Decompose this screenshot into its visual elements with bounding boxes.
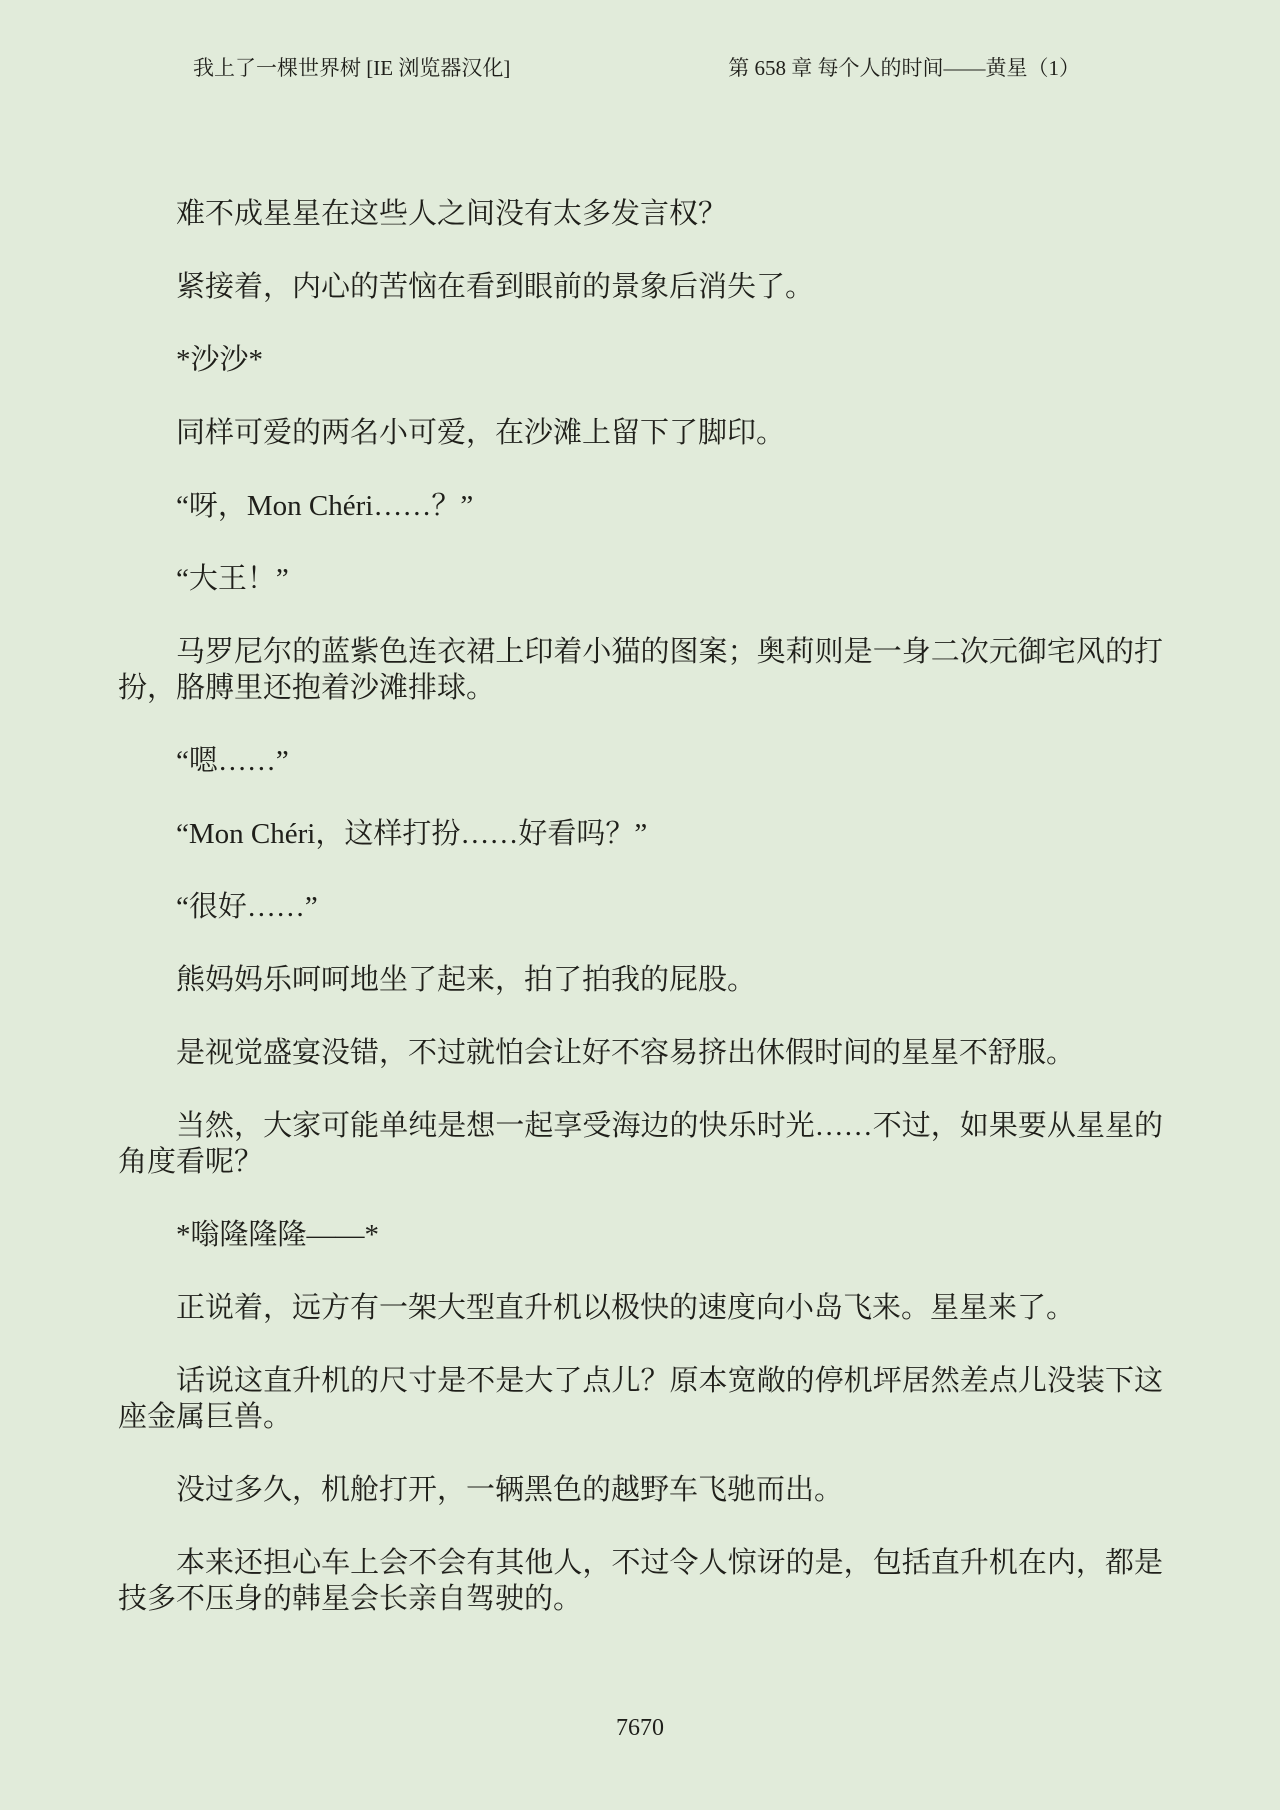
paragraph: 当然，大家可能单纯是想一起享受海边的快乐时光……不过，如果要从星星的角度看呢？ [118, 1110, 1163, 1178]
paragraph: “呀，Mon Chéri……？” [176, 490, 474, 522]
paragraph: *嗡隆隆隆——* [176, 1219, 380, 1251]
chapter-title: 第 658 章 每个人的时间——黄星（1） [728, 56, 1080, 80]
paragraph: 没过多久，机舱打开，一辆黑色的越野车飞驰而出。 [176, 1474, 844, 1506]
paragraph: “很好……” [176, 891, 318, 923]
page-number: 7670 [616, 1715, 664, 1741]
page-header [0, 0, 1280, 83]
paragraph: “大王！” [176, 563, 289, 595]
paragraph: *沙沙* [176, 344, 264, 376]
paragraph: 本来还担心车上会不会有其他人，不过令人惊讶的是，包括直升机在内，都是技多不压身的韩星会长亲自驾驶的。 [118, 1547, 1163, 1615]
paragraph: 同样可爱的两名小可爱，在沙滩上留下了脚印。 [176, 417, 786, 449]
page-footer [0, 1714, 1280, 1742]
paragraph: 话说这直升机的尺寸是不是大了点儿？原本宽敞的停机坪居然差点儿没装下这座金属巨兽。 [118, 1365, 1163, 1433]
paragraph: 紧接着，内心的苦恼在看到眼前的景象后消失了。 [176, 271, 815, 303]
paragraph: 熊妈妈乐呵呵地坐了起来，拍了拍我的屁股。 [176, 964, 757, 996]
paragraph: “嗯……” [176, 745, 289, 777]
book-title: 我上了一棵世界树 [IE 浏览器汉化] [193, 56, 511, 80]
paragraph: 是视觉盛宴没错，不过就怕会让好不容易挤出休假时间的星星不舒服。 [176, 1037, 1076, 1069]
paragraph: 正说着，远方有一架大型直升机以极快的速度向小岛飞来。星星来了。 [176, 1292, 1076, 1324]
paragraph: “Mon Chéri，这样打扮……好看吗？” [176, 818, 648, 850]
paragraph: 马罗尼尔的蓝紫色连衣裙上印着小猫的图案；奥莉则是一身二次元御宅风的打扮，胳膊里还抱着沙滩排球。 [118, 636, 1163, 704]
paragraph: 难不成星星在这些人之间没有太多发言权？ [176, 198, 728, 230]
page-body [0, 83, 1280, 1617]
